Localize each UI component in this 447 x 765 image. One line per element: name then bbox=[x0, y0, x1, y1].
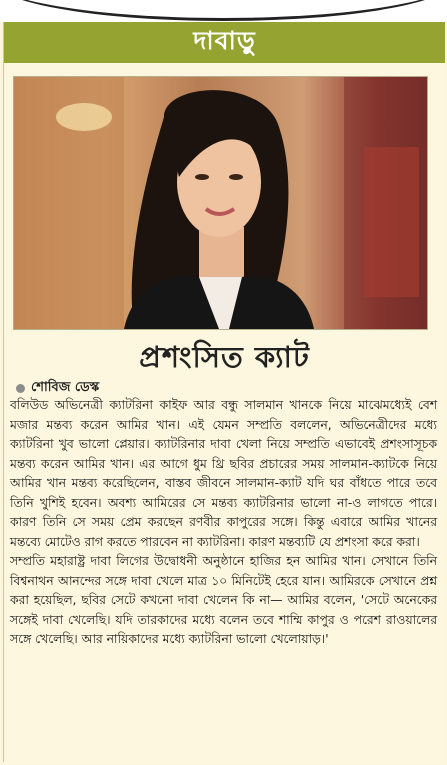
article-body bbox=[10, 396, 437, 650]
section-title: দাবাড়ু bbox=[193, 26, 256, 55]
article-headline: প্রশংসিত ক্যাট bbox=[139, 340, 310, 374]
section-banner bbox=[4, 22, 445, 63]
newspaper-curve-line bbox=[0, 0, 447, 21]
article-paragraph: সম্প্রতি মহারাষ্ট্র দাবা লিগের উদ্বোধনী অনুষ্ঠানে হাজির হন আমির খান। সেখানে তিনি বিশ্বনাথন আনন্দের সঙ্গে দাবা খেলে মাত্র ১০ মিনিটেই হেরে যান। আমিরকে সেখানে প্রশ্ন করা হয়েছিল, ছবির সেটে কখনো দাবা খেলেন কি না— আমির বলেন, 'সেটে অনেকের সঙ্গেই দাবা খেলেছি। যদি তারকাদের মধ্যে বলেন তবে শাম্মি কাপুর ও পরেশ রাওয়ালের সঙ্গে খেলেছি। আর নায়িকাদের মধ্যে ক্যাটরিনা ভালো খেলোয়াড়।' bbox=[10, 554, 437, 646]
portrait-photo bbox=[14, 77, 427, 329]
article-photo bbox=[13, 76, 428, 330]
page-top-edge bbox=[0, 0, 447, 22]
bullet-icon bbox=[16, 384, 25, 393]
byline-text: শোবিজ ডেস্ক bbox=[31, 380, 100, 395]
news-clipping bbox=[3, 22, 445, 762]
article-paragraph: বলিউড অভিনেত্রী ক্যাটরিনা কাইফ আর বন্ধু সালমান খানকে নিয়ে মাঝেমধ্যেই বেশ মজার মন্তব্য করেন আমির খান। এই যেমন সম্প্রতি বললেন, অভিনেত্রীদের মধ্যে ক্যাটরিনা খুব ভালো প্লেয়ার। ক্যাটরিনার দাবা খেলা নিয়ে সম্প্রতি এভাবেই প্রশংসাসূচক মন্তব্য করেন আমির খান। এর আগে ধুম থ্রি ছবির প্রচারের সময় সালমান-ক্যাটকে নিয়ে আমির খান মন্তব্য করেছিলেন, বাস্তব জীবনে সালমান-ক্যাট যদি ঘর বাঁধতে পারে তবে তিনি খুশিই হবেন। অবশ্য আমিরের সে মন্তব্য ক্যাটরিনার ভালো না-ও লাগতে পারে। কারণ তিনি সে সময় প্রেম করছেন রণবীর কাপুরের সঙ্গে। কিন্তু এবারে আমির খানের মন্তব্যে মোটেও রাগ করতে পারবেন না ক্যাটরিনা। কারণ মন্তব্যটি যে প্রশংসা করে করা। bbox=[10, 398, 437, 549]
